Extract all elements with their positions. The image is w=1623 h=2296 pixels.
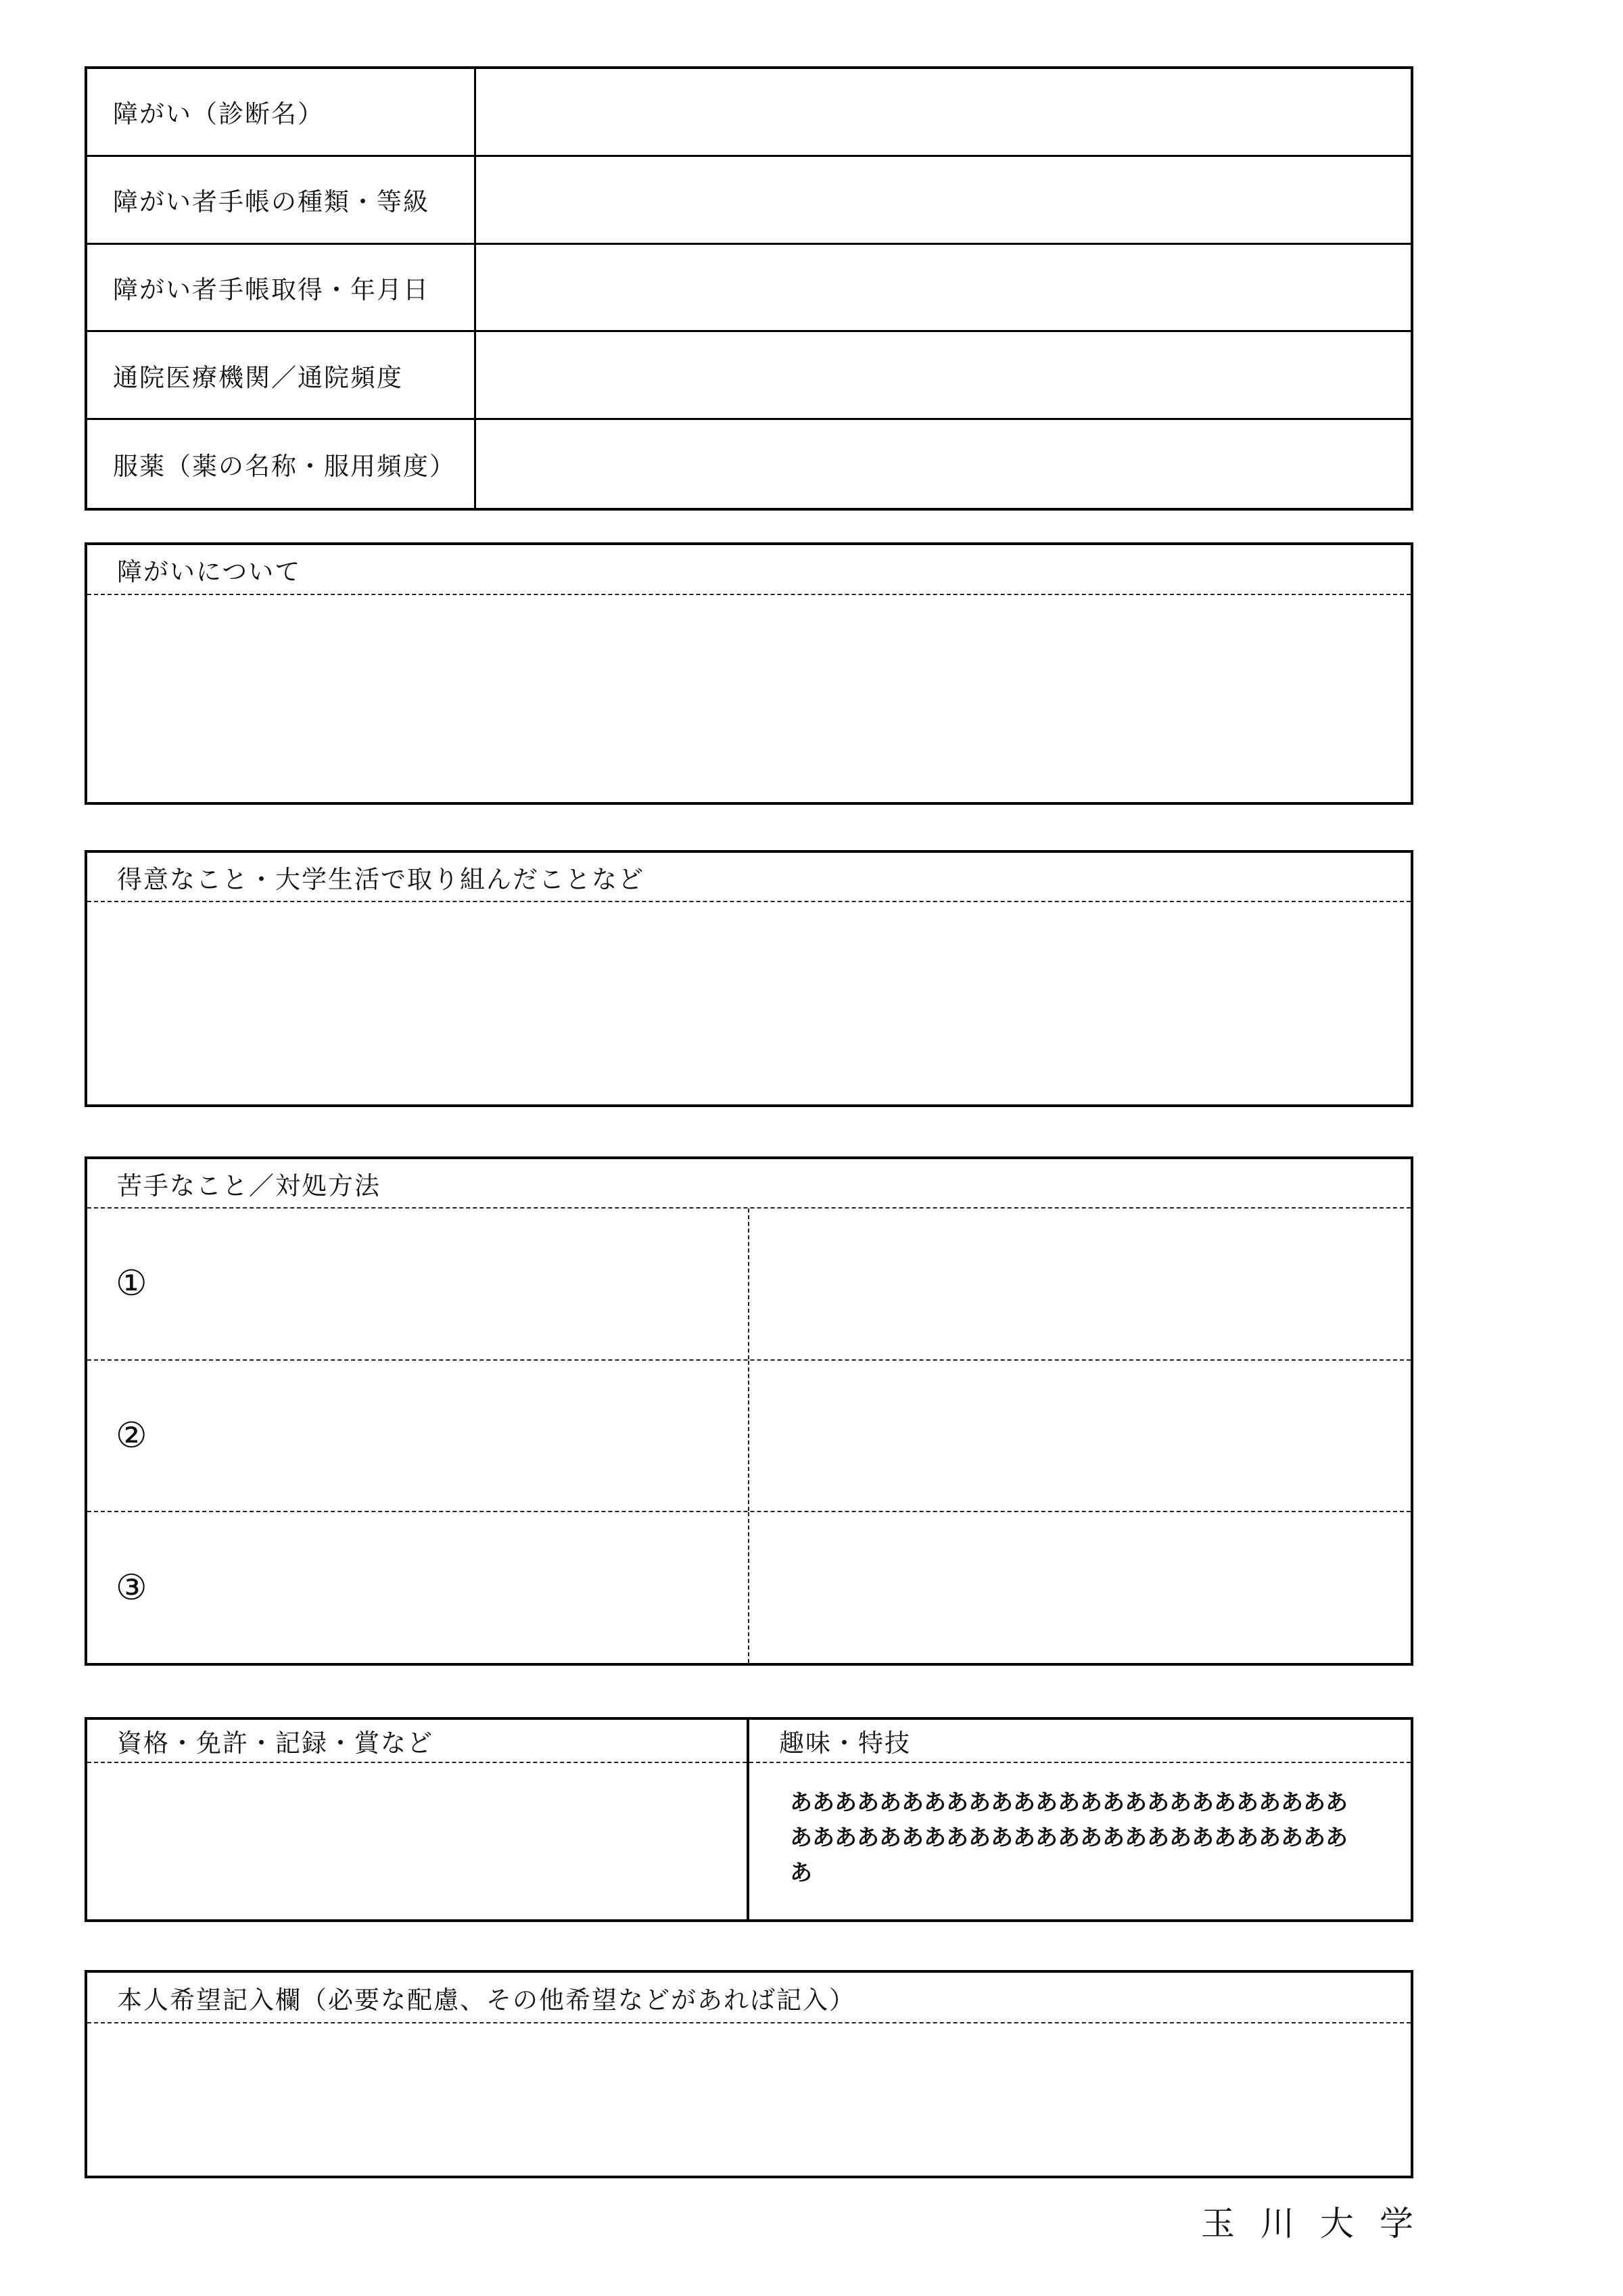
requests-fill-area[interactable] (87, 2023, 1411, 2176)
weakness-row-1 (87, 1209, 1411, 1361)
section-title: 本人希望記入欄（必要な配慮、その他希望などがあれば記入） (87, 1973, 1411, 2023)
table-row (87, 69, 1411, 157)
coping-cell-1[interactable] (749, 1209, 1411, 1359)
row-label-certificate-date (87, 245, 476, 331)
section-about-disability (85, 542, 1413, 805)
disability-info-table (85, 66, 1413, 511)
row-value-certificate-type[interactable] (476, 157, 1411, 243)
row-value-diagnosis[interactable] (476, 69, 1411, 155)
coping-cell-3[interactable] (749, 1512, 1411, 1663)
table-row (87, 332, 1411, 420)
hobby-text-line: あああああああああああああああああああああああああ (790, 1824, 1348, 1850)
weakness-cell-1[interactable] (87, 1209, 749, 1359)
weakness-cell-3[interactable] (87, 1512, 749, 1663)
hobby-text-line: あああああああああああああああああああああああああ (790, 1789, 1348, 1815)
circled-number-3: ③ (116, 1567, 147, 1608)
row-value-medical-institution[interactable] (476, 332, 1411, 418)
table-row (87, 420, 1411, 508)
row-label-text: 通院医療機関／通院頻度 (113, 364, 403, 392)
section-weaknesses (85, 1156, 1413, 1666)
section-title: 資格・免許・記録・賞など (87, 1720, 747, 1763)
section-title: 趣味・特技 (749, 1720, 1411, 1763)
section-qualifications-hobbies (85, 1717, 1413, 1922)
row-value-medication[interactable] (476, 420, 1411, 508)
row-label-text: 服薬（薬の名称・服用頻度） (113, 453, 456, 482)
row-label-text: 障がい者手帳の種類・等級 (113, 189, 429, 217)
qualifications-fill-area[interactable] (87, 1763, 747, 1919)
hobby-text-line: あ (790, 1859, 812, 1885)
circled-number-1: ① (116, 1263, 147, 1305)
weakness-row-2 (87, 1361, 1411, 1513)
qualifications-column (87, 1720, 749, 1919)
section-strengths (85, 850, 1413, 1107)
section-title: 得意なこと・大学生活で取り組んだことなど (87, 853, 1411, 902)
section-title: 苦手なこと／対処方法 (87, 1159, 1411, 1209)
section-title: 障がいについて (87, 545, 1411, 595)
strengths-fill-area[interactable] (87, 902, 1411, 1104)
coping-cell-2[interactable] (749, 1361, 1411, 1512)
university-name-footer: 玉川大学 (1201, 2205, 1439, 2243)
row-label-certificate-type (87, 157, 476, 243)
row-value-certificate-date[interactable] (476, 245, 1411, 331)
row-label-medication (87, 420, 476, 508)
circled-number-2: ② (116, 1415, 147, 1456)
table-row (87, 157, 1411, 245)
row-label-medical-institution (87, 332, 476, 418)
about-disability-fill-area[interactable] (87, 595, 1411, 802)
row-label-text: 障がい（診断名） (113, 101, 324, 129)
section-personal-requests (85, 1970, 1413, 2178)
weakness-cell-2[interactable] (87, 1361, 749, 1512)
weakness-row-3 (87, 1512, 1411, 1663)
table-row (87, 245, 1411, 333)
hobbies-fill-area[interactable] (749, 1763, 1411, 1919)
row-label-text: 障がい者手帳取得・年月日 (113, 276, 429, 304)
row-label-diagnosis (87, 69, 476, 155)
hobbies-column (749, 1720, 1411, 1919)
